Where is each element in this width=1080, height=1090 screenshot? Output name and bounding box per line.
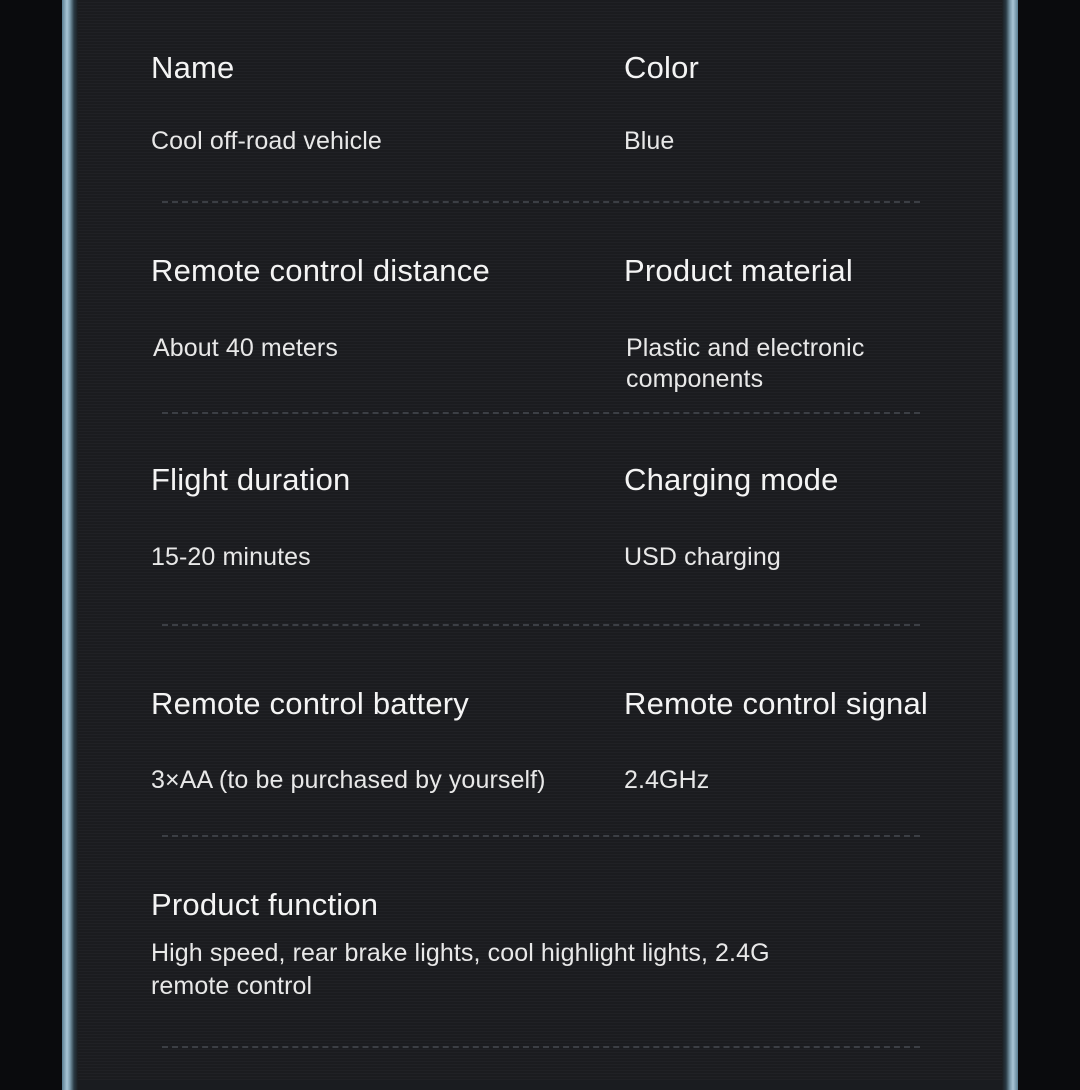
divider — [162, 1046, 920, 1048]
spec-value-product-material: Plastic and electronic components — [626, 334, 865, 393]
divider — [162, 835, 920, 837]
spec-label-remote-control-signal: Remote control signal — [624, 686, 929, 721]
spec-value-remote-control-signal: 2.4GHz — [624, 766, 710, 794]
spec-label-product-material: Product material — [624, 253, 853, 288]
spec-value-flight-duration: 15-20 minutes — [151, 543, 311, 571]
spec-label-color: Color — [624, 50, 700, 85]
spec-value-charging-mode: USD charging — [624, 543, 781, 571]
divider — [162, 201, 920, 203]
spec-value-product-function: High speed, rear brake lights, cool highlight lights, 2.4G remote control — [151, 939, 770, 1000]
spec-label-product-function: Product function — [151, 887, 379, 922]
spec-label-remote-control-distance: Remote control distance — [151, 253, 490, 288]
spec-label-flight-duration: Flight duration — [151, 462, 351, 497]
divider — [162, 624, 920, 626]
spec-value-remote-control-distance: About 40 meters — [153, 334, 338, 362]
spec-value-remote-control-battery: 3×AA (to be purchased by yourself) — [151, 766, 546, 794]
spec-label-remote-control-battery: Remote control battery — [151, 686, 469, 721]
spec-value-color: Blue — [624, 127, 675, 155]
spec-label-charging-mode: Charging mode — [624, 462, 839, 497]
spec-value-name: Cool off-road vehicle — [151, 127, 382, 155]
spec-label-name: Name — [151, 50, 235, 85]
divider — [162, 412, 920, 414]
